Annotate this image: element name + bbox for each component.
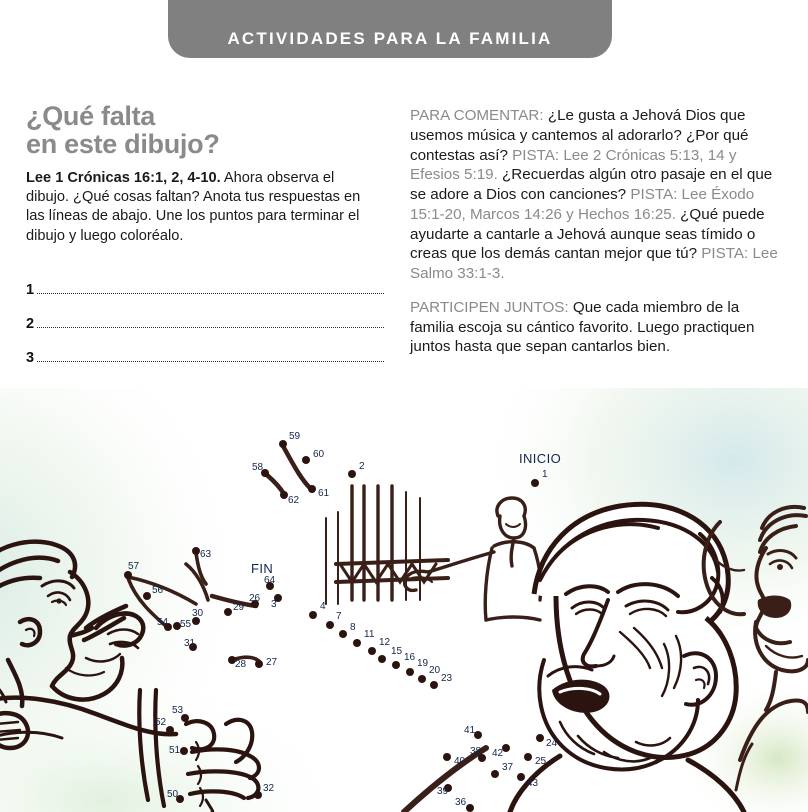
dot-number-label: 26 [249,593,261,604]
dot-marker [348,470,356,478]
dot-marker [326,621,334,629]
dot-number-label: 12 [379,637,391,648]
dot-marker [466,804,474,812]
discuss-question-3: ¿Qué puede ayudarte a cantarle a Jehová aunque seas tímido o creas que los demás cantan mejor que tú? [410,205,765,263]
dot-marker [180,747,188,755]
dot-number-label: 25 [535,756,547,767]
participate-text: Que cada miembro de la familia escoja su cántico favorito. Luego practiquen juntos hasta que sepan cantarlos bien. [410,298,755,356]
dot-number-label: 50 [167,789,179,800]
dot-number-label: 23 [441,673,453,684]
dot-marker [302,456,310,464]
discuss-label: PARA COMENTAR: [410,107,544,124]
dot-number-label: 37 [502,762,514,773]
dot-number-label: 20 [429,665,441,676]
page-title-line2: en este dibujo? [26,128,220,159]
answer-line-number: 3 [26,350,35,366]
intro-scripture-ref: Lee 1 Crónicas 16:1, 2, 4-10. [26,169,221,186]
dot-number-label: 29 [233,602,245,613]
answer-line-number: 1 [26,282,35,298]
dot-number-label: 15 [391,646,403,657]
answer-line-number: 2 [26,316,35,332]
end-marker-label: FIN [251,561,274,576]
dot-marker [474,731,482,739]
dot-number-label: 52 [155,717,167,728]
dot-number-label: 36 [455,797,467,808]
discuss-hint-1: PISTA: Lee 2 Crónicas 5:13, 14 y Efesios 5:19. [410,146,737,184]
answer-line-input[interactable] [37,348,384,362]
dot-marker [392,661,400,669]
dot-marker [339,630,347,638]
discuss-question-1: ¿Le gusta a Jehová Dios que usemos música y cantemos al adorarlo? ¿Por qué contestas así? [410,107,749,164]
dot-marker [224,608,232,616]
dot-marker [255,660,263,668]
answer-line-row[interactable] [26,280,384,314]
dot-marker [254,791,262,799]
dot-marker [124,571,132,579]
dot-marker [308,485,316,493]
right-column [410,106,782,371]
dot-number-label: 27 [266,657,278,668]
dot-marker [524,753,532,761]
start-marker-label: INICIO [519,451,562,466]
discuss-question-2: ¿Recuerdas algún otro pasaje en el que se adore a Dios con canciones? [410,166,773,203]
dot-marker [353,639,361,647]
dot-number-label: 60 [313,449,325,460]
discuss-hint-3: PISTA: Lee Salmo 33:1-3. [410,245,778,282]
answer-line-input[interactable] [37,314,384,328]
dot-number-label: 4 [320,601,326,612]
dot-number-label: 62 [288,495,300,506]
discuss-hint-2: PISTA: Lee Éxodo 15:1-20, Marcos 14:26 y Hechos 16:25. [410,186,755,223]
dot-number-label: 51 [169,745,181,756]
dot-number-label: 24 [546,738,558,749]
dot-number-label: 8 [350,622,356,633]
dot-marker [166,726,174,734]
dot-number-label: 43 [527,778,539,789]
dot-number-label: 3 [271,599,277,610]
dot-number-label: 42 [492,748,504,759]
dot-number-label: 57 [128,561,140,572]
dot-marker [502,744,510,752]
connect-the-dots-illustration [0,388,808,812]
dot-marker [279,440,287,448]
dot-number-label: 7 [336,611,342,622]
dot-marker [491,770,499,778]
banner-title: ACTIVIDADES PARA LA FAMILIA [227,29,553,48]
dot-number-label: 40 [454,756,466,767]
intro-text: Ahora observa el dibujo. ¿Qué cosas faltan? Anota tus respuestas en las líneas de abajo. Une los puntos para terminar el dibujo y luego coloréalo. [26,169,361,244]
answer-line-row[interactable] [26,314,384,348]
intro-paragraph [26,169,381,247]
dot-marker [192,547,200,555]
dot-marker [309,611,317,619]
dot-number-label: 55 [180,619,192,630]
participate-paragraph [410,298,782,357]
dot-marker [531,479,539,487]
dot-number-label: 28 [235,659,247,670]
dot-number-label: 53 [172,705,184,716]
dot-marker [443,753,451,761]
dot-number-label: 58 [252,462,264,473]
dot-number-label: 61 [318,488,330,499]
dot-marker [368,647,376,655]
dot-marker [143,592,151,600]
dot-number-label: 54 [157,617,169,628]
dot-number-label: 39 [437,786,449,797]
answer-lines [26,280,384,382]
dot-number-label: 2 [359,461,365,472]
dot-number-label: 16 [404,652,416,663]
dot-number-label: 19 [417,658,429,669]
dot-number-label: 11 [364,629,375,640]
dot-number-label: 41 [464,725,476,736]
dot-number-label: 31 [184,638,196,649]
dot-marker [517,773,525,781]
dot-number-label: 63 [200,549,212,560]
discuss-paragraph [410,106,782,284]
dot-marker [280,491,288,499]
dot-marker [378,655,386,663]
dot-marker [536,734,544,742]
dot-marker [430,681,438,689]
dot-number-label: 64 [264,575,276,586]
answer-line-input[interactable] [37,280,384,294]
dot-number-label: 59 [289,431,301,442]
dot-number-label: 1 [542,469,548,480]
dot-marker [406,668,414,676]
dot-number-label: 32 [263,783,275,794]
page-title-line1: ¿Qué falta [26,101,156,131]
page-banner [168,0,612,58]
dot-number-label: 56 [152,585,164,596]
participate-label: PARTICIPEN JUNTOS: [410,298,569,316]
dot-marker [418,675,426,683]
dot-number-label: 38 [470,746,482,757]
page-title [26,103,381,159]
answer-line-row[interactable] [26,348,384,382]
dot-number-label: 30 [192,608,204,619]
left-column [26,103,381,246]
